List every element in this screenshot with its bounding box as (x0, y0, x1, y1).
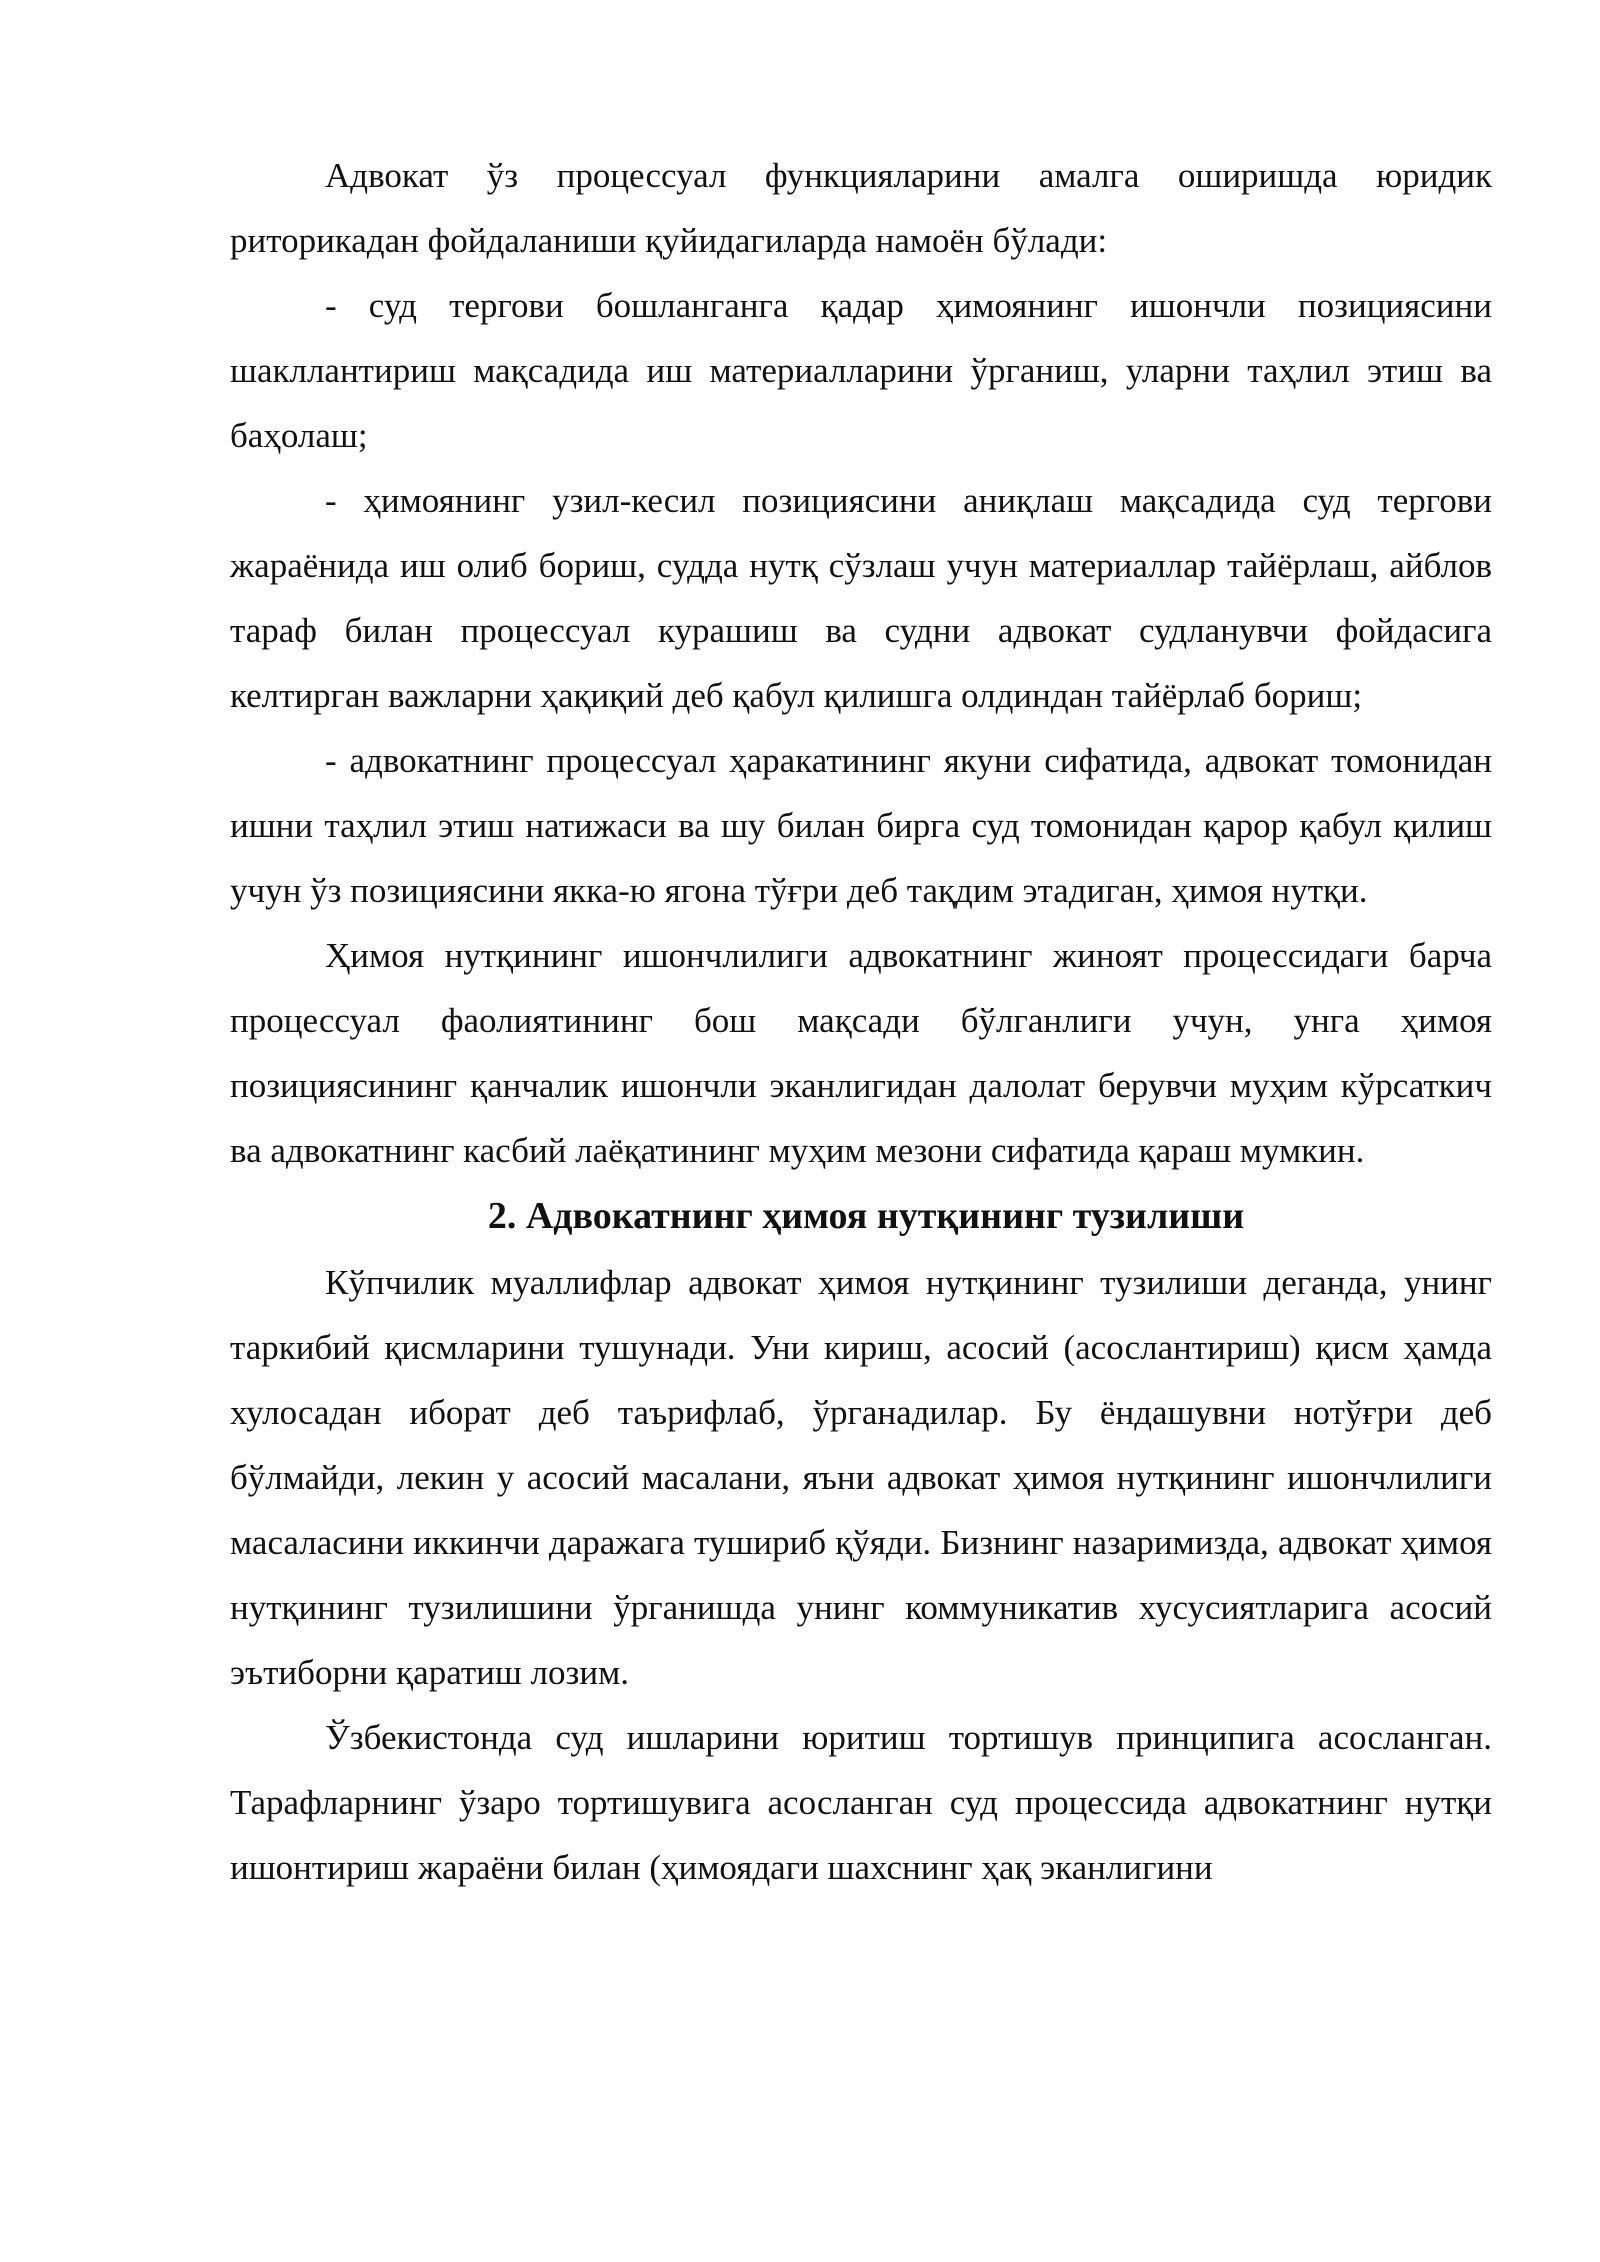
paragraph-credibility: Ҳимоя нутқининг ишончлилиги адвокатнинг жиноят процессидаги барча процессуал фаолиятининг бош мақсади бўлганлиги учун, унга ҳимоя позициясининг қанчалик ишончли эканлигидан далолат берувчи муҳим кўрсаткич ва адвокатнинг касбий лаёқатининг муҳим мезони сифатида қараш мумкин. (230, 936, 1492, 1170)
paragraph-adversarial: Ўзбекистонда суд ишларини юритиш тортишув принципига асосланган. Тарафларнинг ўзаро тортишувига асосланган суд процессида адвокатнинг нутқи ишонтириш жараёни билан (ҳимоядаги шахснинг ҳақ эканлигини (230, 1718, 1492, 1887)
list-item-study-materials: - суд тергови бошланганга қадар ҳимоянинг ишончли позициясини шакллантириш мақсадида иш материалларини ўрганиш, уларни таҳлил этиш ва баҳолаш; (230, 286, 1492, 455)
paragraph-intro: Адвокат ўз процессуал функцияларини амалга оширишда юридик риторикадан фойдаланиши қуйидагиларда намоён бўлади: (230, 156, 1492, 260)
paragraph-structure: Кўпчилик муаллифлар адвокат ҳимоя нутқининг тузилиши деганда, унинг таркибий қисмларини тушунади. Уни кириш, асосий (асослантириш) қисм ҳамда хулосадан иборат деб таърифлаб, ўрганадилар. Бу ёндашувни нотўғри деб бўлмайди, лекин у асосий масалани, яъни адвокат ҳимоя нутқининг ишончлилиги масаласини иккинчи даражага тушириб қўяди. Бизнинг назаримизда, адвокат ҳимоя нутқининг тузилишини ўрганишда унинг коммуникатив хусусиятларига асосий эътиборни қаратиш лозим. (230, 1263, 1492, 1692)
document-page (230, 143, 1492, 1900)
list-item-trial-work: - ҳимоянинг узил-кесил позициясини аниқлаш мақсадида суд тергови жараёнида иш олиб бориш, судда нутқ сўзлаш учун материаллар тайёрлаш, айблов тараф билан процессуал курашиш ва судни адвокат судланувчи фойдасига келтирган важларни ҳақиқий деб қабул қилишга олдиндан тайёрлаб бориш; (230, 481, 1492, 715)
section-heading: 2. Адвокатнинг ҳимоя нутқининг тузилиши (487, 1195, 1245, 1237)
list-item-defense-speech: - адвокатнинг процессуал ҳаракатининг якуни сифатида, адвокат томонидан ишни таҳлил этиш натижаси ва шу билан бирга суд томонидан қарор қабул қилиш учун ўз позициясини якка-ю ягона тўғри деб тақдим этадиган, ҳимоя нутқи. (230, 741, 1492, 910)
